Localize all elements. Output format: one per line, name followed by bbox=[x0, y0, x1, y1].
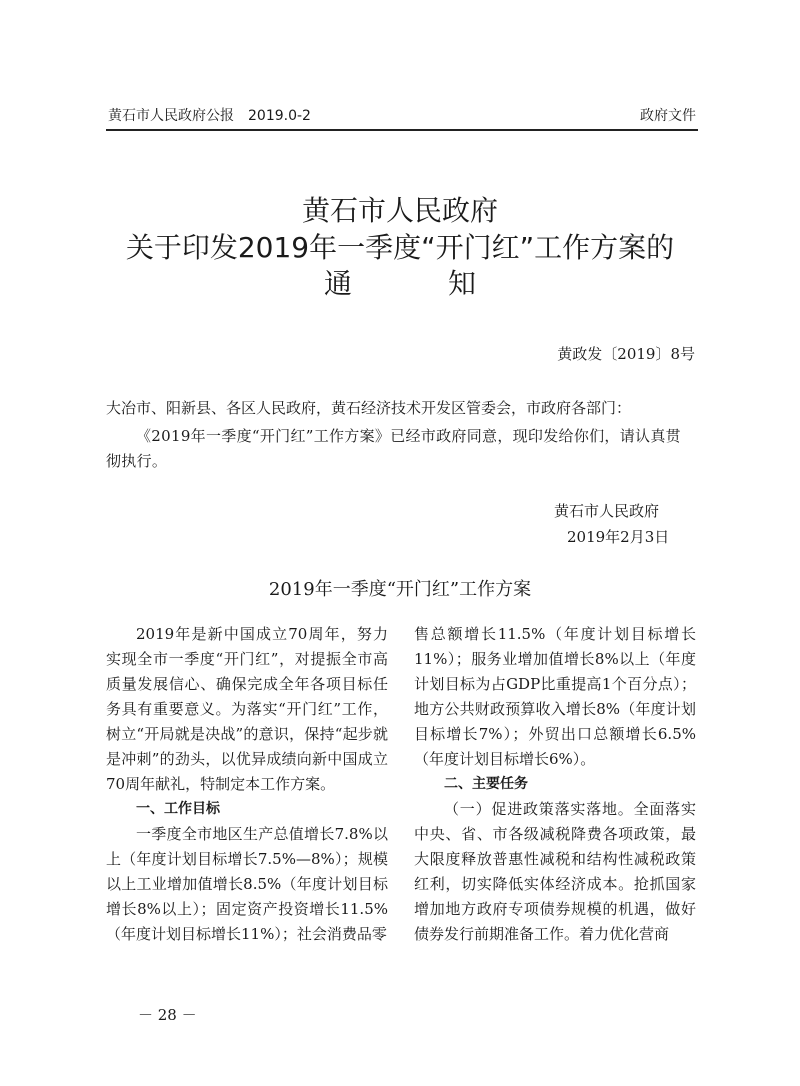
title-line-3 bbox=[0, 262, 800, 302]
running-header bbox=[106, 103, 698, 131]
plan-title: 2019年一季度“开门红”工作方案 bbox=[268, 579, 532, 600]
header-publication: 黄石市人民政府公报 2019.0-2 bbox=[108, 108, 311, 124]
addressee: 大冶市、阳新县、各区人民政府，黄石经济技术开发区管委会，市政府各部门： bbox=[106, 399, 632, 417]
goals-paragraph: 一季度全市地区生产总值增长7.8%以上（年度计划目标增长7.5%—8%）；规模以上工业增加值增长8.5%（年度计划目标增长8%以上）；固定资产投资增长11.5%（年度计划目标增长11%）；社会消费品零 bbox=[106, 825, 388, 943]
left-column bbox=[106, 622, 388, 947]
title-line-1: 黄石市人民政府 bbox=[301, 194, 498, 227]
goals-paragraph-continued: 售总额增长11.5%（年度计划目标增长11%）；服务业增加值增长8%以上（年度计划目标为占GDP比重提高1个百分点）；地方公共财政预算收入增长8%（年度计划目标增长7%）；外贸出口总额增长6.5%（年度计划目标增长6%）。 bbox=[414, 625, 696, 768]
title-char-tong: 通 bbox=[323, 267, 352, 300]
signature-org: 黄石市人民政府 bbox=[554, 502, 660, 520]
title-line-2: 关于印发2019年一季度“开门红”工作方案的 bbox=[125, 231, 675, 264]
task-1-paragraph: （一）促进政策落实落地。全面落实中央、省、市各级减税降费各项政策，最大限度释放普惠性减税和结构性减税政策红利，切实降低实体经济成本。抢抓国家增加地方政府专项债券规模的机遇，做好债券发行前期准备工作。着力优化营商 bbox=[414, 800, 696, 943]
intro-paragraph: 2019年是新中国成立70周年，努力实现全市一季度“开门红”，对提振全市高质量发展信心、确保完成全年各项目标任务具有重要意义。为落实“开门红”工作，树立“开局就是决战”的意识，保持“起步就是冲刺”的劲头，以优异成绩向新中国成立70周年献礼，特制定本工作方案。 bbox=[106, 625, 388, 793]
title-char-zhi: 知 bbox=[448, 267, 477, 300]
right-column bbox=[414, 622, 696, 947]
section-heading-tasks: 二、主要任务 bbox=[444, 776, 528, 792]
signature-date: 2019年2月3日 bbox=[567, 528, 670, 546]
notice-body: 《2019年一季度“开门红”工作方案》已经市政府同意，现印发给你们，请认真贯彻执行。 bbox=[106, 427, 681, 470]
document-number: 黄政发〔2019〕8号 bbox=[557, 345, 695, 363]
header-category: 政府文件 bbox=[640, 108, 696, 124]
section-heading-goals: 一、工作目标 bbox=[136, 801, 220, 817]
page-number: － 28 － bbox=[138, 1006, 197, 1024]
